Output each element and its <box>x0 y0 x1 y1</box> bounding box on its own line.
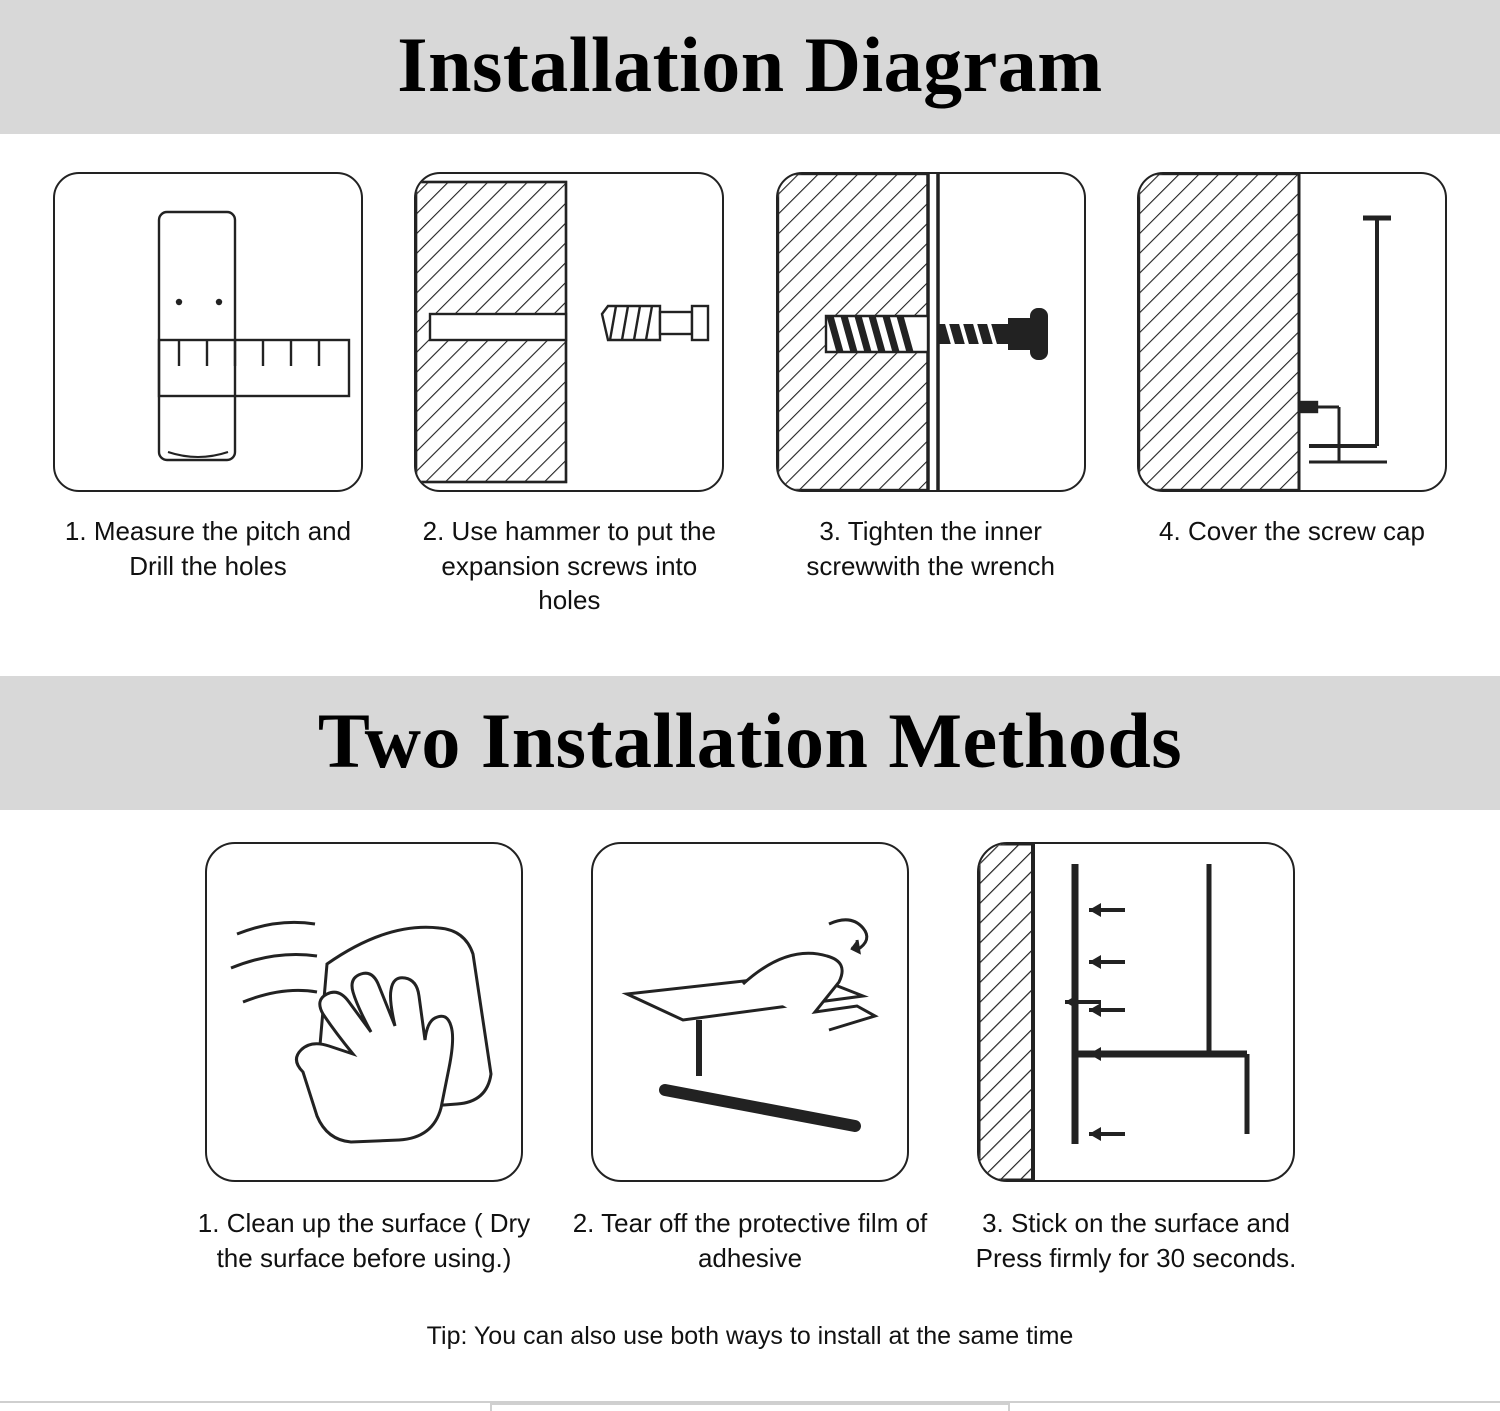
step-4-illustration <box>1137 172 1447 492</box>
method-step-1-caption: 1. Clean up the surface ( Dry the surface before using.) <box>197 1207 531 1273</box>
method-step-2 <box>572 842 928 1276</box>
method-step-3-caption: 3. Stick on the surface and Press firmly for 30 seconds. <box>975 1207 1297 1273</box>
ruler-template-icon <box>55 174 361 490</box>
wall-anchor-icon <box>416 174 722 490</box>
clean-surface-hand-icon <box>207 844 521 1180</box>
method-step-1-illustration <box>205 842 523 1182</box>
step-3 <box>771 172 1091 618</box>
step-1-caption: 1. Measure the pitch and Drill the holes <box>64 516 352 581</box>
step-4-caption: 4. Cover the screw cap <box>1159 516 1425 546</box>
method-step-3 <box>971 842 1301 1276</box>
press-wall-icon <box>979 844 1293 1180</box>
bottom-divider <box>0 1401 1500 1411</box>
screw-tighten-icon <box>778 174 1084 490</box>
step-2-caption: 2. Use hammer to put the expansion screws into holes <box>422 516 717 616</box>
diagram-steps-row <box>0 172 1500 618</box>
screw-cap-cover-icon <box>1139 174 1445 490</box>
installation-diagram-section <box>0 134 1500 628</box>
step-4 <box>1132 172 1452 618</box>
method-step-2-caption: 2. Tear off the protective film of adhesive <box>572 1207 928 1273</box>
method-step-2-illustration <box>591 842 909 1182</box>
section-title-two-installation-methods: Two Installation Methods <box>0 676 1500 810</box>
section-title-installation-diagram: Installation Diagram <box>0 0 1500 134</box>
step-1 <box>48 172 368 618</box>
step-2-illustration <box>414 172 724 492</box>
method-step-3-illustration <box>977 842 1295 1182</box>
step-3-illustration <box>776 172 1086 492</box>
methods-steps-row <box>0 842 1500 1276</box>
installation-tip: Tip: You can also use both ways to install at the same time <box>426 1321 1074 1350</box>
two-methods-section <box>0 810 1500 1351</box>
step-2 <box>409 172 729 618</box>
peel-film-icon <box>593 844 907 1180</box>
bottom-accent <box>490 1403 1010 1411</box>
step-3-caption: 3. Tighten the inner screwwith the wrench <box>806 516 1055 581</box>
method-step-1 <box>199 842 529 1276</box>
step-1-illustration <box>53 172 363 492</box>
